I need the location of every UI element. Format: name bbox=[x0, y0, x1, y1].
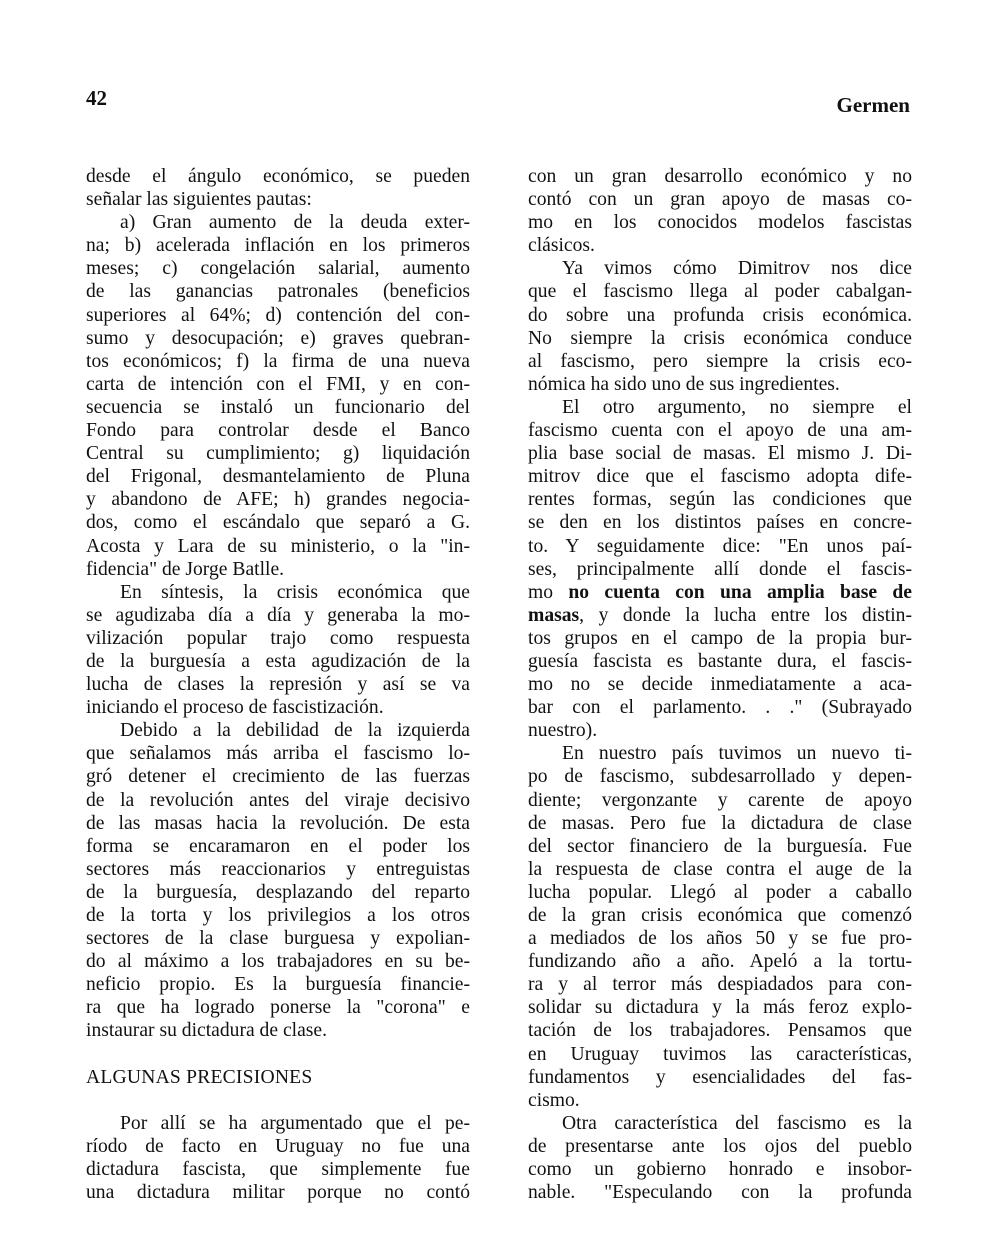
text-line: meses; c) congelación salarial, aumento bbox=[86, 258, 470, 280]
text-fragment: mo bbox=[528, 581, 569, 603]
text-line: con un gran desarrollo económico y no bbox=[528, 166, 912, 187]
text-fragment: , y donde la lucha entre los distin- bbox=[579, 604, 912, 626]
text-line: No siempre la crisis económica conduce bbox=[528, 327, 912, 349]
text-line: Central su cumplimiento; g) liquidación bbox=[86, 443, 470, 465]
text-line: dictadura fascista, que simplemente fue bbox=[86, 1158, 470, 1180]
text-line: señalar las siguientes pautas: bbox=[86, 189, 312, 211]
text-line: lucha popular. Llegó al poder a caballo bbox=[528, 881, 912, 903]
text-line: iniciando el proceso de fascistización. bbox=[86, 697, 384, 719]
text-line: En síntesis, la crisis económica que bbox=[120, 581, 470, 603]
text-line: fundamentos y esencialidades del fas- bbox=[528, 1066, 912, 1088]
text-line: sectores de la clase burguesa y expolian- bbox=[86, 928, 470, 950]
text-line: del Frigonal, desmantelamiento de Pluna bbox=[86, 466, 470, 488]
emphasized-text: masas bbox=[528, 604, 580, 626]
text-line: a) Gran aumento de la deuda exter- bbox=[120, 212, 470, 234]
text-line: dos, como el escándalo que separó a G. bbox=[86, 512, 470, 534]
text-line: to. Y seguidamente dice: "En unos paí- bbox=[528, 535, 912, 557]
section-gap bbox=[86, 1089, 470, 1112]
text-line: neficio propio. Es la burguesía financie- bbox=[86, 974, 470, 996]
text-line: de la gran crisis económica que comenzó bbox=[528, 905, 912, 926]
paragraph-otra-caracteristica bbox=[528, 1112, 912, 1204]
text-line: de la burguesía, desplazando del reparto bbox=[86, 881, 470, 903]
text-line: solidar su dictadura y la más feroz explo- bbox=[528, 997, 912, 1019]
text-line: fundizando año a año. Apeló a la tortu- bbox=[528, 951, 912, 973]
text-line-emphasis bbox=[528, 581, 912, 604]
text-line: El otro argumento, no siempre el bbox=[562, 396, 912, 418]
text-line: superiores al 64%; d) contención del con- bbox=[86, 304, 470, 326]
text-line: al fascismo, pero siempre la crisis eco- bbox=[528, 350, 912, 372]
text-line: de las masas hacia la revolución. De esta bbox=[86, 812, 470, 834]
text-line: rentes formas, según las condiciones que bbox=[528, 489, 912, 511]
text-line: Ya vimos cómo Dimitrov nos dice bbox=[562, 258, 912, 280]
text-line: una dictadura militar porque no contó bbox=[86, 1181, 470, 1203]
emphasized-text: no cuenta con una amplia base de bbox=[568, 581, 912, 603]
right-column bbox=[528, 165, 912, 1204]
text-line: cismo. bbox=[528, 1089, 580, 1111]
text-line: lucha de clases la represión y así se va bbox=[86, 674, 470, 696]
page-number: 42 bbox=[86, 86, 107, 110]
text-line: nómica ha sido uno de sus ingredientes. bbox=[528, 373, 840, 395]
text-line: mitrov dice que el fascismo adopta dife- bbox=[528, 466, 912, 488]
text-line: la respuesta de clase contra el auge de la bbox=[528, 858, 912, 880]
text-line: de presentarse ante los ojos del pueblo bbox=[528, 1135, 912, 1157]
text-line: guesía fascista es bastante dura, el fascis- bbox=[528, 650, 912, 672]
text-line: sumo y desocupación; e) graves quebran- bbox=[86, 327, 470, 349]
text-line: mo no se decide inmediatamente a aca- bbox=[528, 674, 912, 696]
paragraph-dimitrov bbox=[528, 257, 912, 396]
text-line: a mediados de los años 50 y se fue pro- bbox=[528, 928, 912, 950]
text-line: carta de intención con el FMI, y en con- bbox=[86, 373, 470, 395]
text-line: contó con un gran apoyo de masas co- bbox=[528, 189, 912, 211]
text-line: tos económicos; f) la firma de una nueva bbox=[86, 350, 470, 372]
text-line-emphasis bbox=[528, 604, 912, 627]
text-line: de la revolución antes del viraje decisivo bbox=[86, 789, 470, 811]
text-line: sectores más reaccionarios y entreguistas bbox=[86, 858, 470, 880]
text-line: de las ganancias patronales (beneficios bbox=[86, 281, 470, 303]
section-heading: ALGUNAS PRECISIONES bbox=[86, 1066, 313, 1088]
paragraph-otro-argumento bbox=[528, 396, 912, 742]
text-line: na; b) acelerada inflación en los primeros bbox=[86, 235, 470, 257]
text-line: vilización popular trajo como respuesta bbox=[86, 627, 470, 649]
text-line: En nuestro país tuvimos un nuevo ti- bbox=[562, 743, 912, 765]
text-line: de la burguesía a esta agudización de la bbox=[86, 650, 470, 672]
text-line: forma se encaramaron en el poder los bbox=[86, 835, 470, 857]
text-line: en Uruguay tuvimos las características, bbox=[528, 1043, 912, 1065]
text-line: de la torta y los privilegios a los otros bbox=[86, 905, 470, 926]
paragraph-list bbox=[86, 211, 470, 581]
text-line: plia base social de masas. El mismo J. Di- bbox=[528, 443, 912, 465]
text-line: Otra característica del fascismo es la bbox=[562, 1112, 912, 1134]
text-line: fascismo cuenta con el apoyo de una am- bbox=[528, 420, 912, 442]
text-line: mo en los conocidos modelos fascistas bbox=[528, 212, 912, 234]
paragraph-sintesis bbox=[86, 581, 470, 720]
text-line: instaurar su dictadura de clase. bbox=[86, 1020, 328, 1042]
text-line: de masas. Pero fue la dictadura de clase bbox=[528, 812, 912, 834]
text-line: Por allí se ha argumentado que el pe- bbox=[120, 1112, 470, 1134]
text-line: po de fascismo, subdesarrollado y depen- bbox=[528, 766, 912, 788]
text-line: que señalamos más arriba el fascismo lo- bbox=[86, 743, 470, 765]
paragraph-precisiones bbox=[86, 1112, 470, 1204]
text-line: ses, principalmente allí donde el fascis- bbox=[528, 558, 912, 580]
text-line: se agudizaba día a día y generaba la mo- bbox=[86, 604, 470, 626]
text-line: secuencia se instaló un funcionario del bbox=[86, 396, 470, 418]
text-line: fidencia" de Jorge Batlle. bbox=[86, 558, 285, 580]
text-line: ra que ha logrado ponerse la "corona" e bbox=[86, 997, 470, 1019]
text-line: como un gobierno honrado e insobor- bbox=[528, 1159, 912, 1181]
paragraph-intro bbox=[86, 165, 470, 211]
text-line: del sector financiero de la burguesía. Fue bbox=[528, 835, 912, 857]
text-line: que el fascismo llega al poder cabalgan- bbox=[528, 281, 912, 303]
paragraph-debilidad bbox=[86, 719, 470, 1042]
text-line: y abandono de AFE; h) grandes negocia- bbox=[86, 489, 470, 511]
text-line: do al máximo a los trabajadores en su be- bbox=[86, 951, 470, 973]
text-line: se den en los distintos países en concre- bbox=[528, 512, 912, 534]
text-line: ríodo de facto en Uruguay no fue una bbox=[86, 1135, 470, 1157]
text-line: tos grupos en el campo de la propia bur- bbox=[528, 627, 912, 649]
text-line: nable. "Especulando con la profunda bbox=[528, 1182, 912, 1204]
text-line: do sobre una profunda crisis económica. bbox=[528, 304, 912, 326]
text-line: bar con el parlamento. . ." (Subrayado bbox=[528, 697, 912, 719]
text-line: ra y al terror más despiadados para con- bbox=[528, 974, 912, 996]
text-line: desde el ángulo económico, se pueden bbox=[86, 166, 470, 187]
text-line: Fondo para controlar desde el Banco bbox=[86, 420, 470, 442]
section-gap bbox=[86, 1043, 470, 1066]
text-line: Acosta y Lara de su ministerio, o la "in- bbox=[86, 535, 470, 557]
running-head: Germen bbox=[836, 93, 910, 117]
paragraph-continuation bbox=[528, 165, 912, 257]
text-line: gró detener el crecimiento de las fuerzas bbox=[86, 766, 470, 788]
left-column bbox=[86, 165, 470, 1204]
text-line: Debido a la debilidad de la izquierda bbox=[120, 720, 470, 742]
text-line: nuestro). bbox=[528, 720, 598, 742]
paragraph-nuestro-pais bbox=[528, 742, 912, 1112]
text-line: tación de los trabajadores. Pensamos que bbox=[528, 1020, 912, 1042]
text-line: clásicos. bbox=[528, 235, 595, 257]
text-line: diente; vergonzante y carente de apoyo bbox=[528, 789, 912, 811]
